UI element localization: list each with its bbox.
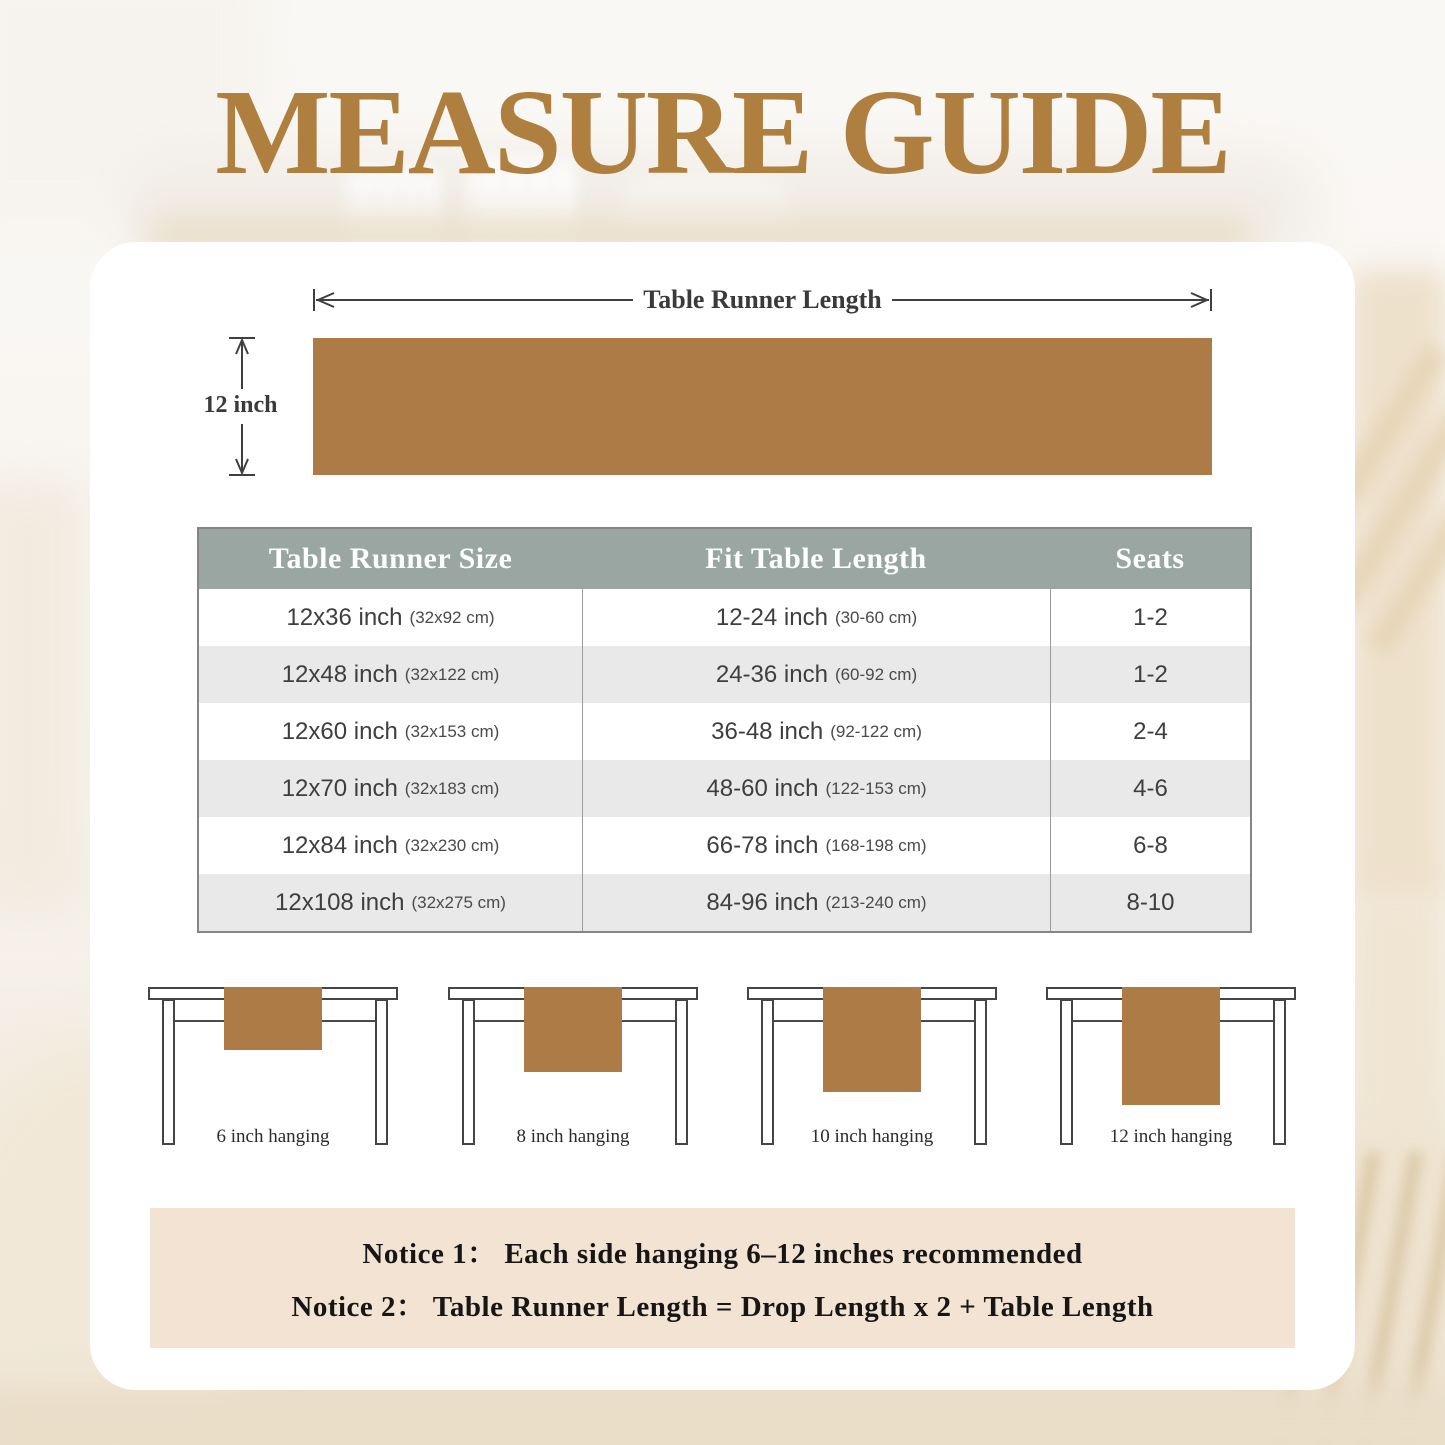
table-leg <box>1060 999 1073 1145</box>
runner-drape <box>524 987 622 1072</box>
runner-width-label: 12 inch <box>203 392 278 418</box>
table-row <box>199 589 1250 646</box>
table-leg <box>162 999 175 1145</box>
size-table-header <box>199 529 1250 589</box>
fit-length-cell: 48-60 inch (122-153 cm) <box>582 760 1050 817</box>
seats-cell: 1-2 <box>1050 589 1250 646</box>
table-leg <box>1273 999 1286 1145</box>
notice-2: Notice 2： Table Runner Length = Drop Length x 2 + Table Length <box>291 1291 1154 1323</box>
runner-size-cell: 12x70 inch (32x183 cm) <box>281 774 500 802</box>
runner-size-cell: 12x60 inch (32x153 cm) <box>281 717 500 745</box>
background-blur-bottom <box>0 1385 1445 1445</box>
table-leg <box>375 999 388 1145</box>
runner-drape <box>823 987 921 1092</box>
table-row <box>199 760 1250 817</box>
table-row <box>199 817 1250 874</box>
table-row <box>199 646 1250 703</box>
header-seats: Seats <box>1115 542 1185 575</box>
table-row <box>199 874 1250 931</box>
table-leg <box>462 999 475 1145</box>
table-leg <box>974 999 987 1145</box>
hanging-example-10in <box>732 980 1012 1180</box>
runner-drape <box>224 987 322 1050</box>
hanging-label: 12 inch hanging <box>1109 1126 1233 1147</box>
hanging-example-8in <box>433 980 713 1180</box>
hanging-label: 10 inch hanging <box>810 1126 934 1147</box>
header-runner-size: Table Runner Size <box>268 542 513 575</box>
table-runner-swatch <box>313 338 1212 475</box>
seats-cell: 8-10 <box>1050 874 1250 931</box>
fit-length-cell: 24-36 inch (60-92 cm) <box>582 646 1050 703</box>
fit-length-cell: 66-78 inch (168-198 cm) <box>582 817 1050 874</box>
runner-size-cell: 12x108 inch (32x275 cm) <box>275 888 506 916</box>
hanging-label: 8 inch hanging <box>516 1126 630 1147</box>
table-leg <box>675 999 688 1145</box>
fit-length-cell: 36-48 inch (92-122 cm) <box>582 703 1050 760</box>
seats-cell: 2-4 <box>1050 703 1250 760</box>
runner-size-cell: 12x48 inch (32x122 cm) <box>281 660 500 688</box>
runner-size-cell: 12x84 inch (32x230 cm) <box>281 831 500 859</box>
seats-cell: 6-8 <box>1050 817 1250 874</box>
fit-length-cell: 84-96 inch (213-240 cm) <box>582 874 1050 931</box>
size-table <box>197 527 1252 933</box>
seats-cell: 4-6 <box>1050 760 1250 817</box>
runner-drape <box>1122 987 1220 1105</box>
table-row <box>199 703 1250 760</box>
hanging-example-6in <box>133 980 413 1180</box>
background-blur-left <box>0 480 85 910</box>
runner-size-cell: 12x36 inch (32x92 cm) <box>286 603 495 631</box>
hanging-example-12in <box>1031 980 1311 1180</box>
page-title: MEASURE GUIDE <box>215 65 1230 200</box>
seats-cell: 1-2 <box>1050 646 1250 703</box>
header-fit-length: Fit Table Length <box>705 542 927 575</box>
notice-box <box>150 1208 1295 1348</box>
hanging-label: 6 inch hanging <box>216 1126 330 1147</box>
notice-1: Notice 1： Each side hanging 6–12 inches recommended <box>362 1238 1083 1270</box>
fit-length-cell: 12-24 inch (30-60 cm) <box>582 589 1050 646</box>
table-leg <box>761 999 774 1145</box>
runner-length-label: Table Runner Length <box>643 285 882 314</box>
